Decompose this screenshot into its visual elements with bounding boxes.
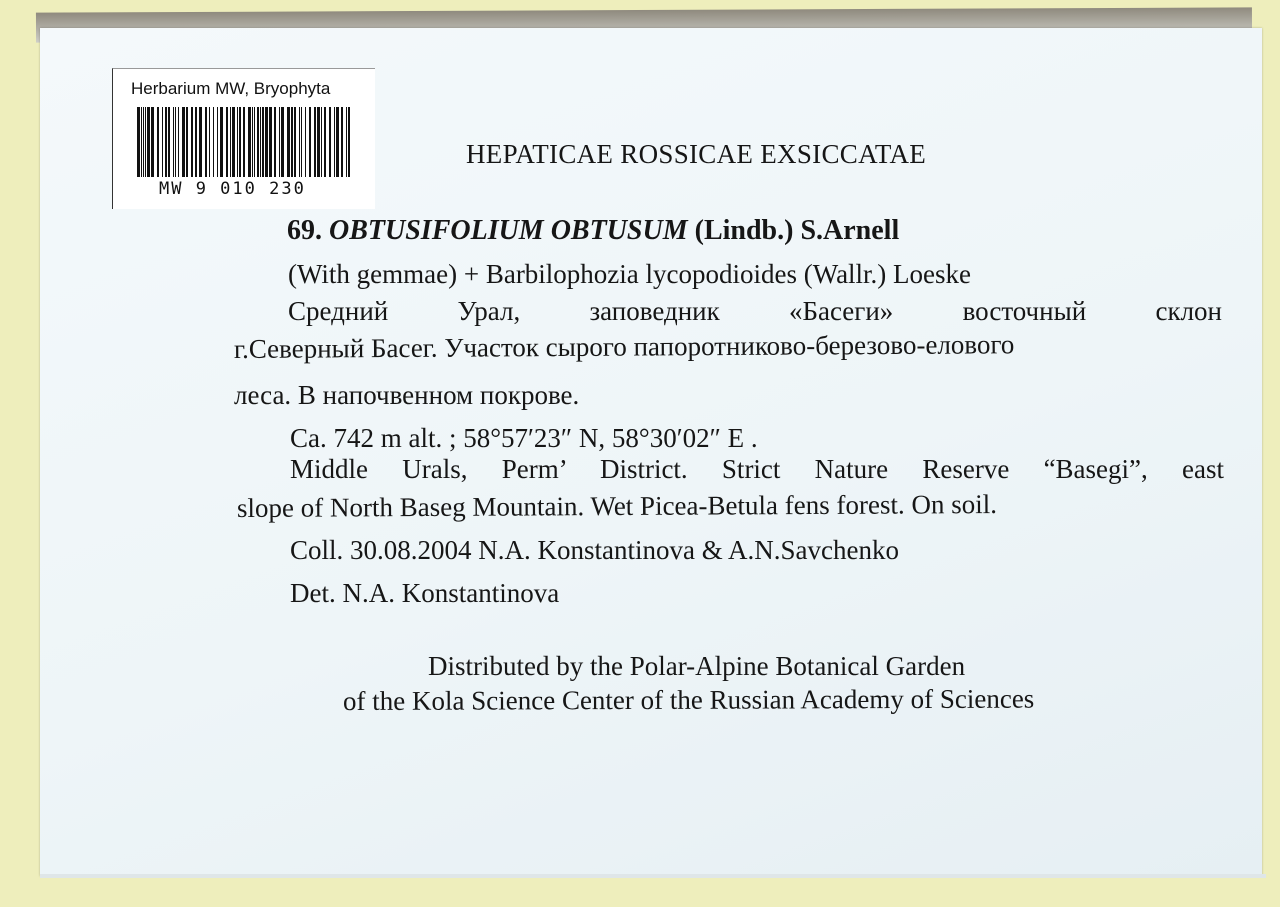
altitude-coordinates: Ca. 742 m alt. ; 58°57′23″ N, 58°30′02″ E . [290, 423, 758, 453]
collector: Coll. 30.08.2004 N.A. Konstantinova & A.N.Savchenko [290, 535, 899, 565]
barcode-sticker [112, 68, 375, 209]
barcode-number: MW 9 010 230 [159, 179, 306, 199]
locality-ru-line-1: Средний Урал, заповедник «Басеги» восточный склон [288, 296, 1222, 326]
accompanying-species: (With gemmae) + Barbilophozia lycopodioides (Wallr.) Loeske [288, 259, 972, 289]
label-edge [40, 874, 1266, 878]
locality-ru-line-2: г.Северный Басег. Участок сырого папоротниково-березово-елового [233, 329, 1015, 364]
locality-ru-line-3: леса. В напочвенном покрове. [234, 380, 580, 410]
series-title: HEPATICAE ROSSICAE EXSICCATAE [466, 139, 927, 169]
distributor-line-2: of the Kola Science Center of the Russian Academy of Sciences [342, 683, 1035, 716]
species-author: (Lindb.) S.Arnell [694, 215, 900, 246]
barcode-image [135, 107, 353, 177]
locality-en-line-2: slope of North Baseg Mountain. Wet Picea-Betula fens forest. On soil. [236, 489, 998, 523]
determiner: Det. N.A. Konstantinova [290, 578, 560, 608]
barcode-institution: Herbarium MW, Bryophyta [131, 79, 331, 98]
distributor-line-1: Distributed by the Polar-Alpine Botanical Garden [428, 651, 966, 681]
locality-en-line-1: Middle Urals, Perm’ District. Strict Nature Reserve “Basegi”, east [290, 454, 1224, 484]
species-number: 69. [287, 215, 322, 246]
species-name: OBTUSIFOLIUM OBTUSUM [329, 215, 688, 246]
species-line [287, 217, 899, 245]
